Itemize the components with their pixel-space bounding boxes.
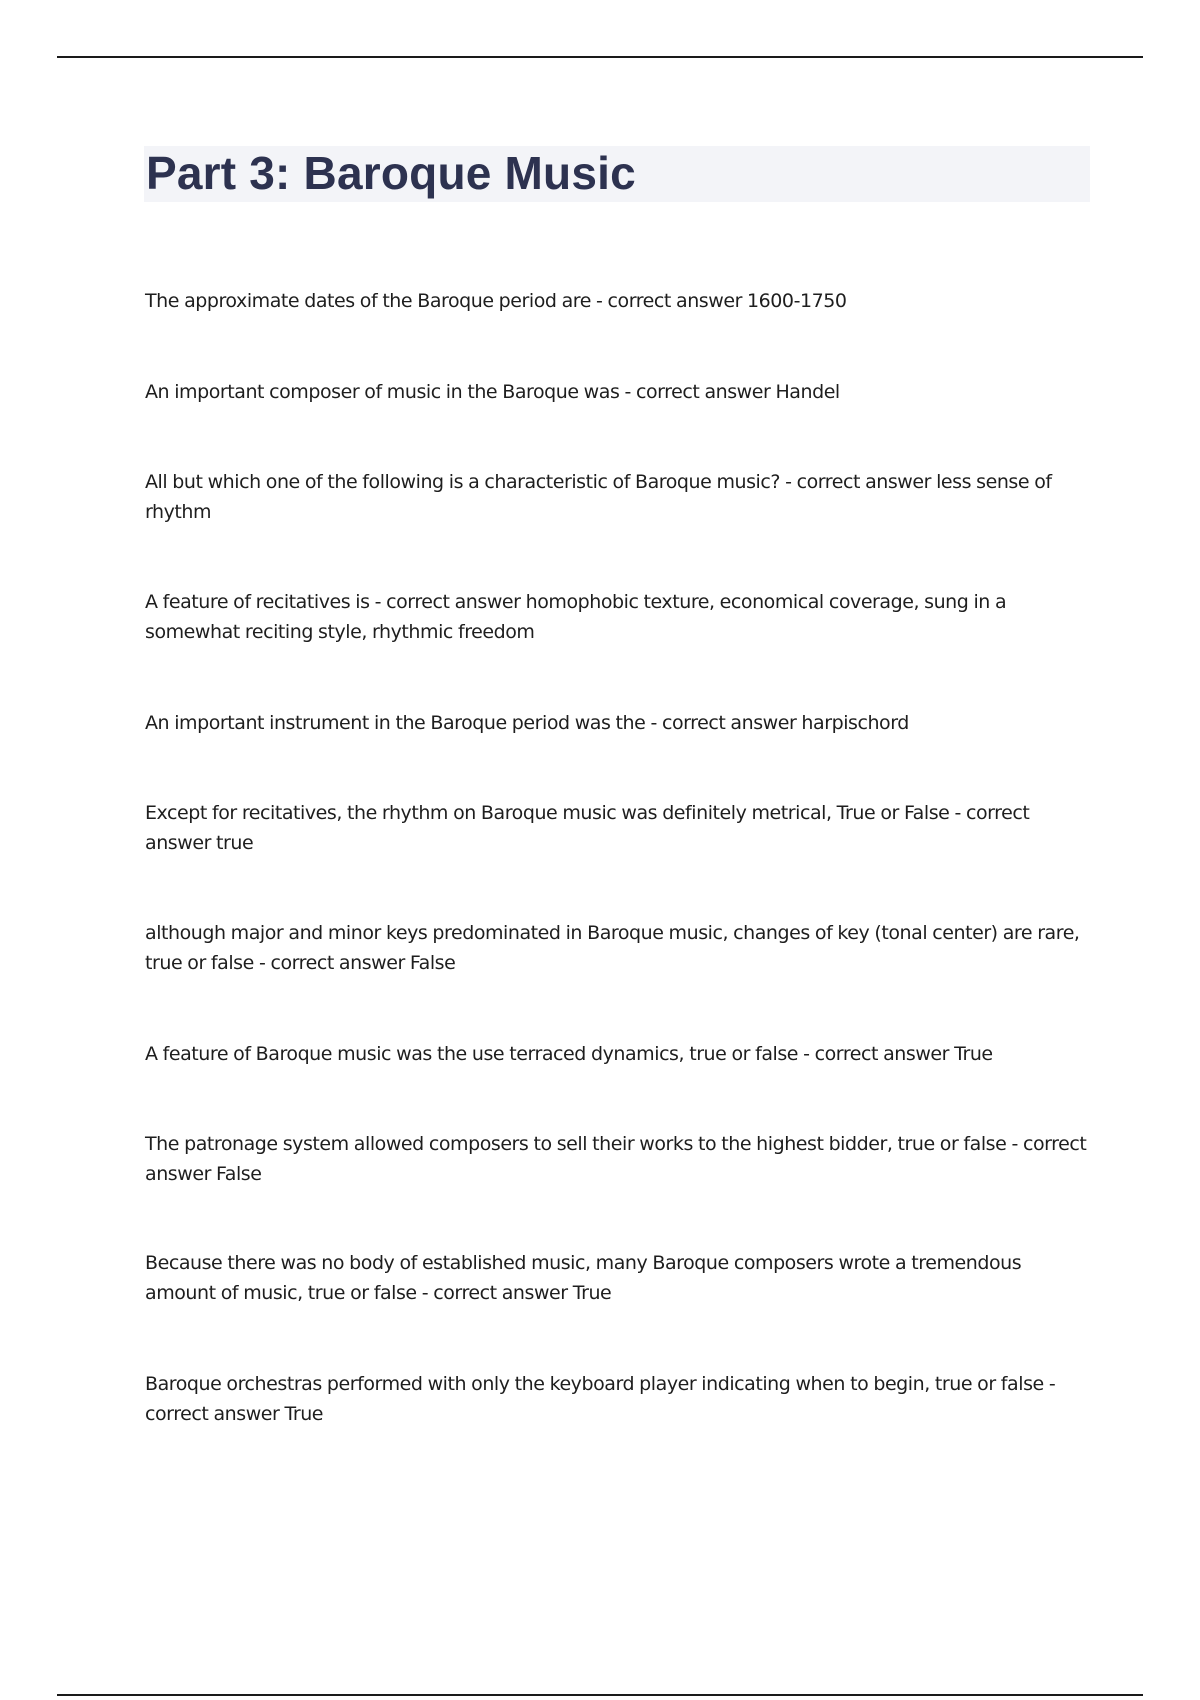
qa-item-10: Because there was no body of established music, many Baroque composers wrote a tremendous amount of music, true or false - correct answer True: [145, 1252, 1022, 1304]
qa-item-9: The patronage system allowed composers to sell their works to the highest bidder, true or false - correct answer False: [145, 1133, 1087, 1185]
qa-item-2: An important composer of music in the Baroque was - correct answer Handel: [145, 381, 840, 403]
qa-item-5: An important instrument in the Baroque period was the - correct answer harpischord: [145, 712, 909, 734]
top-rule: [57, 56, 1143, 58]
qa-item-8: A feature of Baroque music was the use terraced dynamics, true or false - correct answer True: [145, 1043, 993, 1065]
qa-item-1: The approximate dates of the Baroque period are - correct answer 1600-1750: [145, 290, 847, 312]
qa-item-4: A feature of recitatives is - correct answer homophobic texture, economical coverage, sung in a somewhat reciting style, rhythmic freedom: [145, 591, 1007, 643]
qa-item-11: Baroque orchestras performed with only the keyboard player indicating when to begin, true or false - correct answer True: [145, 1373, 1056, 1425]
qa-item-3: All but which one of the following is a characteristic of Baroque music? - correct answer less sense of rhythm: [145, 471, 1052, 523]
page-title: Part 3: Baroque Music: [146, 147, 636, 199]
bottom-rule: [57, 1694, 1143, 1696]
qa-item-6: Except for recitatives, the rhythm on Baroque music was definitely metrical, True or False - correct answer true: [145, 802, 1030, 854]
qa-item-7: although major and minor keys predominated in Baroque music, changes of key (tonal center) are rare, true or false - correct answer False: [145, 922, 1080, 974]
